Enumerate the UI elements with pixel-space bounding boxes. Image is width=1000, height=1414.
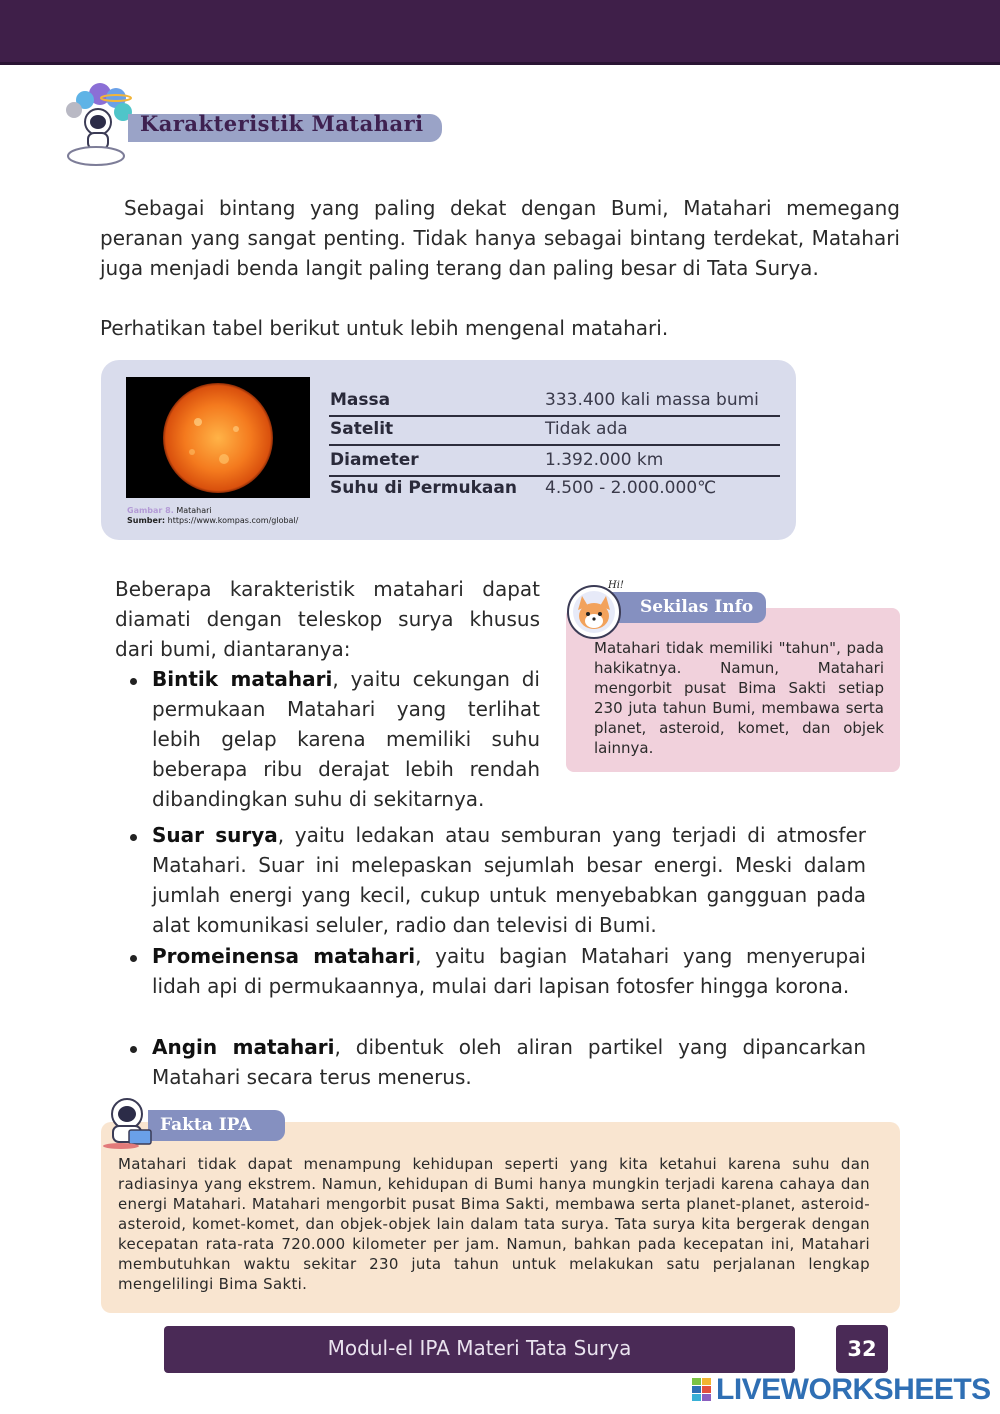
shiba-astronaut-icon xyxy=(564,576,630,640)
bullet-dot xyxy=(130,678,137,685)
list-item xyxy=(152,1032,866,1092)
list-item xyxy=(152,664,540,814)
list-item xyxy=(152,820,866,940)
figure-source: https://www.kompas.com/global/ xyxy=(167,516,299,525)
term: Promeinensa matahari xyxy=(152,944,416,968)
figure-caption xyxy=(127,506,298,526)
table-value: 1.392.000 km xyxy=(545,450,664,470)
table-key: Suhu di Permukaan xyxy=(330,478,517,498)
term-description: , yaitu ledakan atau semburan yang terjadi di atmosfer Matahari. Suar ini melepaskan sejumlah besar energi. Meski dalam jumlah energi yang kecil, cukup untuk menyebabkan gangguan pada alat komunikasi seluler, radio dan televisi di Bumi. xyxy=(152,823,866,937)
term: Suar surya xyxy=(152,823,278,847)
sekilas-info-title: Sekilas Info xyxy=(640,597,754,617)
term-description: , yaitu cekungan di permukaan Matahari yang terlihat lebih gelap karena memiliki suhu beberapa ribu derajat lebih rendah dibandingkan suhu di sekitarnya. xyxy=(152,667,540,811)
footer-module-title: Modul-el IPA Materi Tata Surya xyxy=(327,1336,632,1360)
table-key: Satelit xyxy=(330,419,394,439)
term: Angin matahari xyxy=(152,1035,335,1059)
term-description: , dibentuk oleh aliran partikel yang dipancarkan Matahari secara terus menerus. xyxy=(152,1035,867,1089)
sekilas-info-text: Matahari tidak memiliki "tahun", pada hakikatnya. Namun, Matahari mengorbit pusat Bima Sakti setiap 230 juta tahun Bumi, membawa serta planet, asteroid, komet, dan objek lainnya. xyxy=(594,639,884,757)
figure-name: Matahari xyxy=(176,506,212,515)
intro-paragraph: Sebagai bintang yang paling dekat dengan Bumi, Matahari memegang peranan yang sangat penting. Tidak hanya sebagai bintang terdekat, Matahari juga menjadi benda langit paling terang dan paling besar di Tata Surya. xyxy=(100,196,900,280)
sun-photo xyxy=(126,377,310,498)
bullet-dot xyxy=(130,1046,137,1053)
bullet-dot xyxy=(130,955,137,962)
figure-source-label: Sumber: xyxy=(127,516,166,525)
astronaut-laptop-icon xyxy=(101,1094,157,1150)
table-key: Diameter xyxy=(330,450,419,470)
table-value: Tidak ada xyxy=(545,419,628,439)
table-value: 333.400 kali massa bumi xyxy=(545,390,759,410)
table-row xyxy=(329,474,780,503)
liveworksheets-brand[interactable]: LIVEWORKSHEETS xyxy=(716,1373,991,1406)
term-description: , yaitu bagian Matahari yang menyerupai lidah api di permukaannya, mulai dari lapisan fotosfer hingga korona. xyxy=(152,944,866,998)
table-row xyxy=(329,415,780,446)
top-banner xyxy=(0,0,1000,65)
figure-label: Gambar 8. xyxy=(127,506,174,515)
fakta-ipa-text: Matahari tidak dapat menampung kehidupan seperti yang kita ketahui karena suhu dan radiasinya yang ekstrem. Namun, kehidupan di Bumi hanya mungkin terjadi karena cahaya dan energi Matahari. Matahari mengorbit pusat Bima Sakti, membawa serta planet-planet, asteroid-asteroid, komet-komet, dan objek-objek lain dalam tata surya. Tata surya kita bergerak dengan kecepatan rata-rata 720.000 kilometer per jam. Namun, bahkan pada kecepatan ini, Matahari membutuhkan waktu sekitar 230 juta tahun untuk melakukan satu perjalanan lengkap mengelilingi Bima Sakti. xyxy=(118,1155,870,1293)
bullet-dot xyxy=(130,834,137,841)
liveworksheets-logo-icon xyxy=(692,1378,712,1402)
fakta-ipa-title: Fakta IPA xyxy=(160,1115,252,1135)
section-title: Karakteristik Matahari xyxy=(140,111,424,136)
table-key: Massa xyxy=(330,390,391,410)
term: Bintik matahari xyxy=(152,667,333,691)
table-value: 4.500 - 2.000.000℃ xyxy=(545,478,717,498)
table-row xyxy=(329,386,780,417)
hi-badge: Hi! xyxy=(608,580,624,591)
table-row xyxy=(329,446,780,477)
body-lead: Beberapa karakteristik matahari dapat diamati dengan teleskop surya khusus dari bumi, diantaranya: xyxy=(115,577,540,661)
list-item xyxy=(152,941,866,1001)
astronaut-planets-icon xyxy=(60,80,132,166)
page-number: 32 xyxy=(836,1325,888,1373)
intro-instruction: Perhatikan tabel berikut untuk lebih mengenal matahari. xyxy=(100,316,669,340)
